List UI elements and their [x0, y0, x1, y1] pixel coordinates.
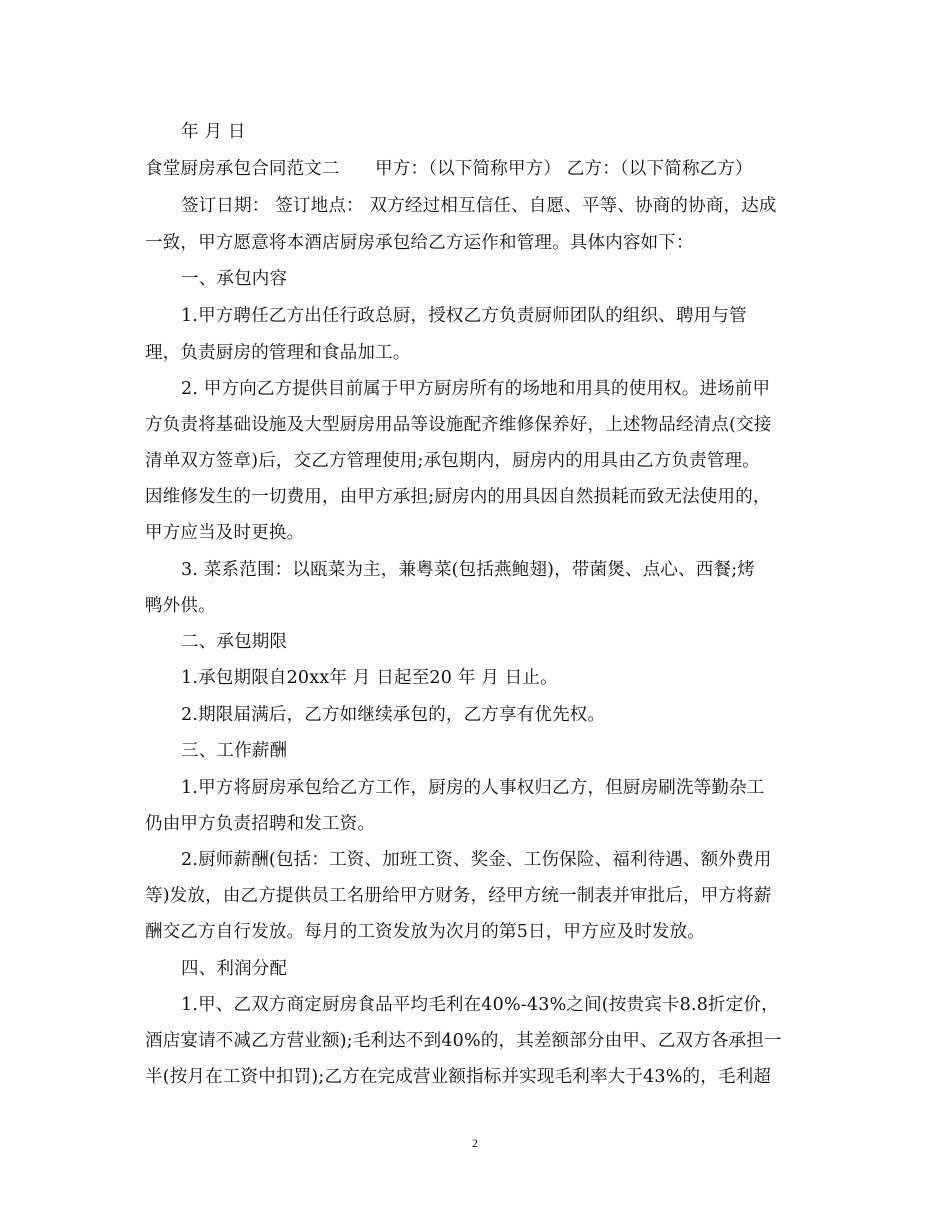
paragraph-line: 酒店宴请不减乙方营业额);毛利达不到40%的，其差额部分由甲、乙双方各承担一: [145, 1031, 782, 1051]
paragraph-line: 半(按月在工资中扣罚);乙方在完成营业额指标并实现毛利率大于43%的，毛利超: [145, 1067, 772, 1087]
paragraph-line: 方负责将基础设施及大型厨房用品等设施配齐维修保养好，上述物品经清点(交接: [145, 415, 772, 435]
paragraph-line: 仍由甲方负责招聘和发工资。: [145, 814, 376, 834]
paragraph-line: 鸭外供。: [145, 596, 216, 616]
date-line: 年 月 日: [181, 122, 246, 142]
section-heading: 一、承包内容: [181, 269, 288, 289]
paragraph-line: 签订日期： 签订地点： 双方经过相互信任、自愿、平等、协商的协商，达成: [181, 196, 777, 216]
paragraph-line: 等)发放，由乙方提供员工名册给甲方财务，经甲方统一制表并审批后，甲方将薪: [145, 886, 772, 906]
paragraph-line: 理，负责厨房的管理和食品加工。: [145, 343, 411, 363]
paragraph-line: 2.厨师薪酬(包括：工资、加班工资、奖金、工伤保险、福利待遇、额外费用: [181, 850, 772, 870]
paragraph-line: 甲方应当及时更换。: [145, 523, 305, 543]
paragraph-line: 2.期限届满后，乙方如继续承包的，乙方享有优先权。: [181, 705, 606, 725]
paragraph-line: 1.甲方将厨房承包给乙方工作，厨房的人事权归乙方，但厨房刷洗等勤杂工: [181, 778, 765, 798]
contract-title-line: 食堂厨房承包合同范文二 甲方：（以下简称甲方） 乙方：（以下简称乙方）: [145, 159, 753, 179]
paragraph-line: 1.甲、乙双方商定厨房食品平均毛利在40%-43%之间(按贵宾卡8.8折定价，: [181, 995, 779, 1015]
section-heading: 二、承包期限: [181, 632, 288, 652]
paragraph-line: 2. 甲方向乙方提供目前属于甲方厨房所有的场地和用具的使用权。进场前甲: [181, 379, 771, 399]
section-heading: 三、工作薪酬: [181, 741, 288, 761]
paragraph-line: 一致，甲方愿意将本酒店厨房承包给乙方运作和管理。具体内容如下：: [145, 233, 694, 253]
paragraph-line: 清单双方签章)后，交乙方管理使用;承包期内，厨房内的用具由乙方负责管理。: [145, 451, 760, 471]
section-heading: 四、利润分配: [181, 959, 288, 979]
paragraph-line: 酬交乙方自行发放。每月的工资发放为次月的第5日，甲方应及时发放。: [145, 922, 706, 942]
paragraph-line: 3. 菜系范围：以瓯菜为主，兼粤菜(包括燕鲍翅)，带菌煲、点心、西餐;烤: [181, 560, 756, 580]
page-number: 2: [472, 1136, 478, 1150]
paragraph-line: 1.甲方聘任乙方出任行政总厨，授权乙方负责厨师团队的组织、聘用与管: [181, 306, 747, 326]
paragraph-line: 因维修发生的一切费用，由甲方承担;厨房内的用具因自然损耗而致无法使用的，: [145, 487, 771, 507]
paragraph-line: 1.承包期限自20xx年 月 日起至20 年 月 日止。: [181, 668, 558, 688]
